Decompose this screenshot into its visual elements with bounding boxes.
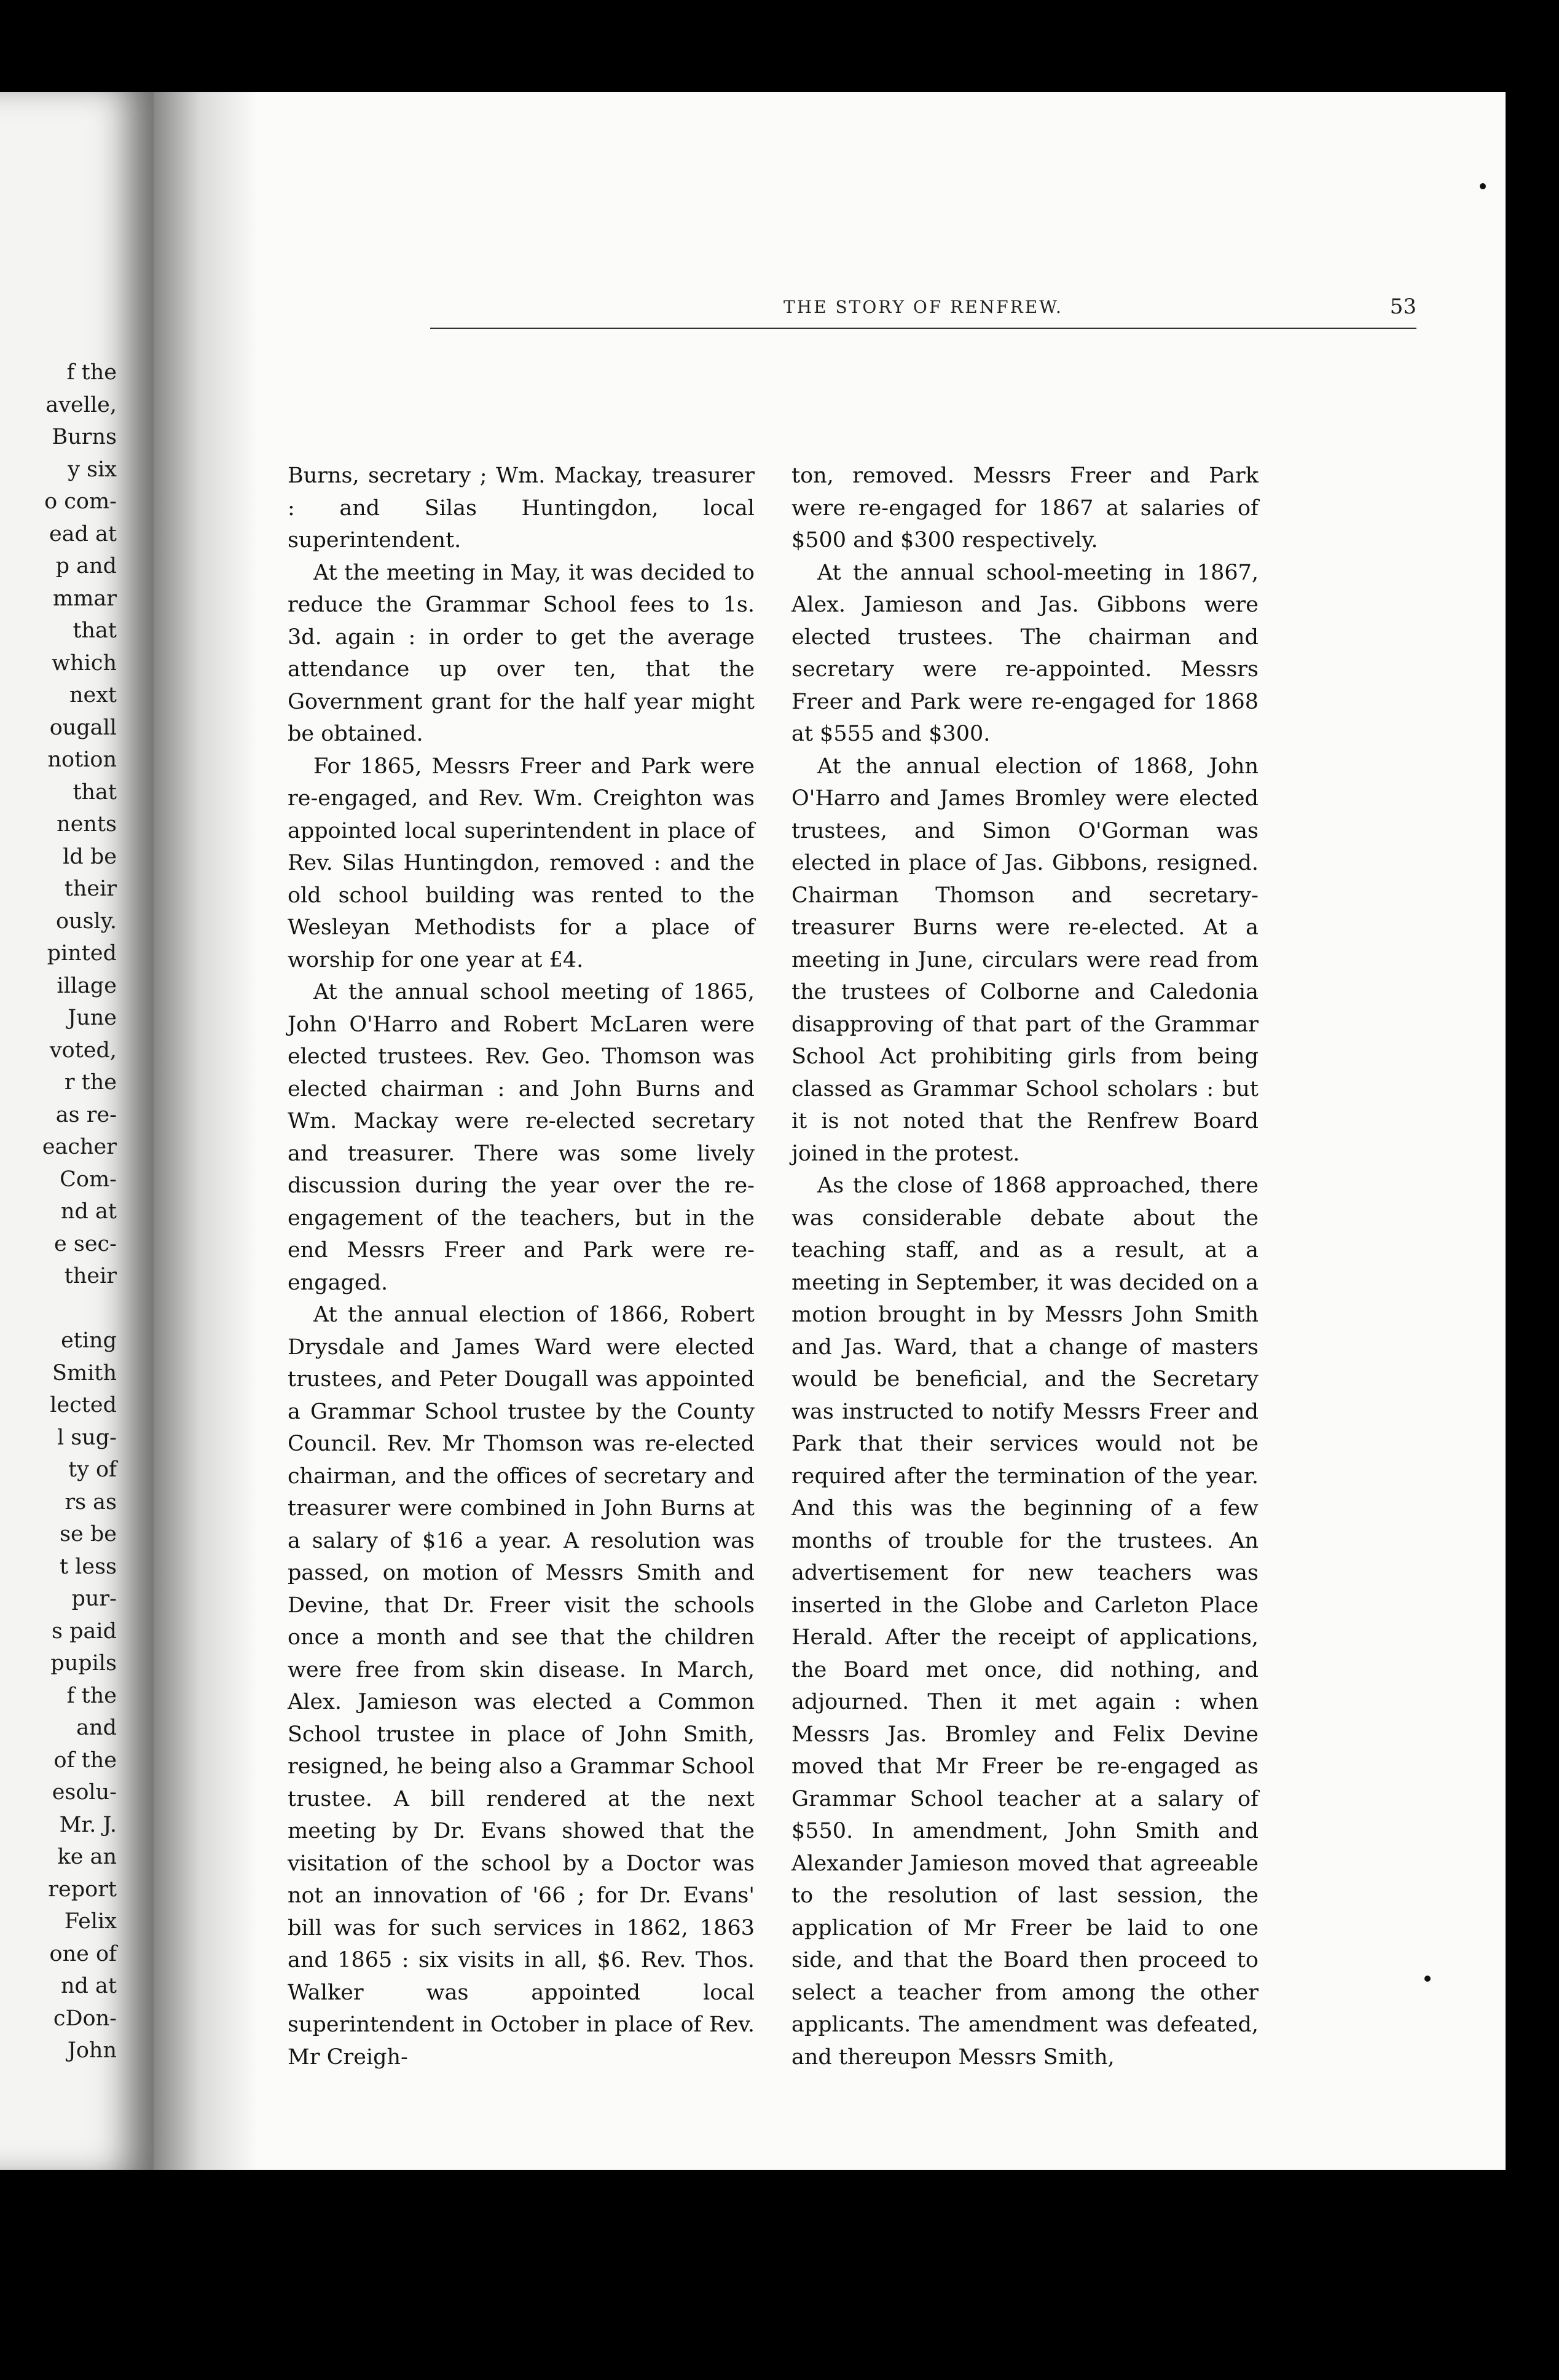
left-page-fragment: notion (47, 747, 117, 772)
left-page-fragment: of the (53, 1748, 117, 1773)
left-page-fragment: f the (66, 1683, 117, 1708)
left-page-fragment (0, 1293, 117, 1325)
left-page-fragment: that (73, 779, 117, 805)
paragraph: At the annual election of 1868, John O'Harro and James Bromley were elected trustees, and Simon O'Gorman was elected in place of Jas. Gibbons, resigned. Chairman Thomson and secretary-treasurer Burns were re-elected. At a meeting in June, circulars were read from the trustees of Colborne and Caledonia disapproving of that part of the Grammar School Act prohibiting girls from being classed as Grammar School scholars : but it is not noted that the Renfrew Board joined in the protest. (791, 754, 1259, 1166)
left-page-fragment: nents (57, 812, 117, 837)
left-page-fragment: ke an (57, 1845, 117, 1869)
left-page-fragment: ead at (49, 521, 117, 546)
left-page-fragment: y six (68, 457, 117, 482)
left-page-fragment: report (48, 1877, 117, 1902)
left-page-fragment: se be (60, 1522, 117, 1547)
paragraph: Burns, secretary ; Wm. Mackay, treasurer : and Silas Huntingdon, local superintendent. (288, 463, 755, 553)
paragraph: At the annual school meeting of 1865, John O'Harro and Robert McLaren were elected trustees. Rev. Geo. Thomson was elected chairman : and John Burns and Wm. Mackay were re-elected secretary and treasurer. There was some lively discussion during the year over the re-engagement of the teachers, but in the end Messrs Freer and Park were re-engaged. (288, 980, 755, 1295)
left-page-fragment: Smith (52, 1360, 117, 1385)
left-page-fragment: ously. (55, 908, 117, 934)
text-column-right (791, 460, 1259, 2073)
running-head (430, 294, 1416, 329)
left-page-fragment: ougall (49, 715, 117, 740)
left-page-fragment: rs as (65, 1489, 117, 1515)
left-page-fragment: John (67, 2038, 117, 2063)
left-page-fragment: pur- (71, 1586, 117, 1611)
paragraph: For 1865, Messrs Freer and Park were re-engaged, and Rev. Wm. Creighton was appointed local superintendent in place of Rev. Silas Huntingdon, removed : and the old school building was rented to the Wesleyan Methodists for a place of worship for one year at £4. (288, 754, 755, 972)
left-page-fragment: s paid (52, 1618, 117, 1644)
page-header-title: THE STORY OF RENFREW. (783, 297, 1063, 317)
left-page-fragment: pupils (50, 1651, 117, 1676)
left-page-fragment: their (64, 1264, 117, 1288)
left-page-fragment: l sug- (57, 1425, 117, 1450)
left-page-text (0, 357, 117, 2067)
left-page-fragment: mmar (53, 586, 117, 611)
left-page-fragment: which (52, 650, 117, 676)
left-page-fragment: June (68, 1006, 117, 1030)
left-page-fragment: e sec- (54, 1231, 117, 1256)
paragraph: At the annual election of 1866, Robert Drysdale and James Ward were elected trustees, and Peter Dougall was appointed a Grammar School trustee by the County Council. Rev. Mr Thomson was re-elected chairman, and the offices of secretary and treasurer were combined in John Burns at a salary of $16 a year. A resolution was passed, on motion of Messrs Smith and Devine, that Dr. Freer visit the schools once a month and see that the children were free from skin disease. In March, Alex. Jamieson was elected a Common School trustee in place of John Smith, resigned, he being also a Grammar School trustee. A bill rendered at the next meeting by Dr. Evans showed that the visitation of the school by a Doctor was not an innovation of '66 ; for Dr. Evans' bill was for such services in 1862, 1863 and 1865 : six visits in all, $6. Rev. Thos. Walker was appointed local superintendent in October in place of Rev. Mr Creigh- (288, 1302, 755, 2070)
left-page-fragment: pinted (47, 941, 117, 966)
left-page-fragment: r the (64, 1070, 117, 1095)
scan-speck (1424, 1976, 1431, 1982)
left-page-fragment: Com- (60, 1167, 117, 1192)
text-column-left (288, 460, 755, 2073)
left-page-fragment: nd at (60, 1199, 117, 1224)
left-page-fragment: Felix (64, 1909, 117, 1934)
left-page-fragment: Burns (52, 425, 117, 449)
paragraph: At the annual school-meeting in 1867, Alex. Jamieson and Jas. Gibbons were elected trustees. The chairman and secretary were re-appointed. Messrs Freer and Park were re-engaged for 1868 at $555 and $300. (791, 560, 1259, 746)
left-page-fragment: eacher (42, 1135, 117, 1159)
left-page-fragment: eting (61, 1328, 117, 1353)
left-page-fragment: t less (59, 1554, 117, 1579)
left-page-fragment: p and (55, 554, 117, 578)
left-page-fragment: nd at (60, 1974, 117, 1998)
right-page (154, 92, 1506, 2170)
left-page-fragment: illage (57, 973, 117, 998)
left-page-fragment: lected (50, 1393, 117, 1417)
left-page-fragment: and (76, 1716, 117, 1740)
left-page-edge (0, 92, 154, 2170)
paragraph: At the meeting in May, it was decided to reduce the Grammar School fees to 1s. 3d. again : in order to get the average attendance up over ten, that the Government grant for the half year might be obtained. (288, 560, 755, 746)
page-number: 53 (1389, 294, 1416, 319)
paragraph: ton, removed. Messrs Freer and Park were re-engaged for 1867 at salaries of $500 and $300 respectively. (791, 463, 1259, 553)
left-page-fragment: o com- (44, 489, 117, 514)
left-page-fragment: cDon- (53, 2006, 117, 2031)
left-page-fragment: f the (66, 360, 117, 385)
left-page-fragment: ty of (68, 1457, 117, 1482)
left-page-fragment: as re- (55, 1102, 117, 1127)
left-page-fragment: their (64, 877, 117, 901)
scan-speck (1480, 183, 1486, 189)
gutter-shadow (154, 92, 258, 2170)
paragraph: As the close of 1868 approached, there was considerable debate about the teaching staff, and as a result, at a meeting in September, it was decided on a motion brought in by Messrs John Smith and Jas. Ward, that a change of masters would be beneficial, and the Secretary was instructed to notify Messrs Freer and Park that their services would not be required after the termination of the year. And this was the beginning of a few months of trouble for the trustees. An advertisement for new teachers was inserted in the Globe and Carleton Place Herald. After the receipt of applications, the Board met once, did nothing, and adjourned. Then it met again : when Messrs Jas. Bromley and Felix Devine moved that Mr Freer be re-engaged as Grammar School teacher at a salary of $550. In amendment, John Smith and Alexander Jamieson moved that agreeable to the resolution of last session, the application of Mr Freer be laid to one side, and that the Board then proceed to select a teacher from among the other applicants. The amendment was defeated, and thereupon Messrs Smith, (791, 1173, 1259, 2070)
left-page-fragment: ld be (63, 844, 117, 869)
left-page-fragment: next (69, 683, 117, 707)
left-page-fragment: that (73, 618, 117, 643)
left-page-fragment: one of (49, 1941, 117, 1966)
left-page-fragment: Mr. J. (59, 1812, 117, 1837)
left-page-fragment: voted, (49, 1038, 117, 1063)
left-page-fragment: avelle, (45, 392, 117, 417)
left-page-fragment: esolu- (52, 1780, 117, 1805)
